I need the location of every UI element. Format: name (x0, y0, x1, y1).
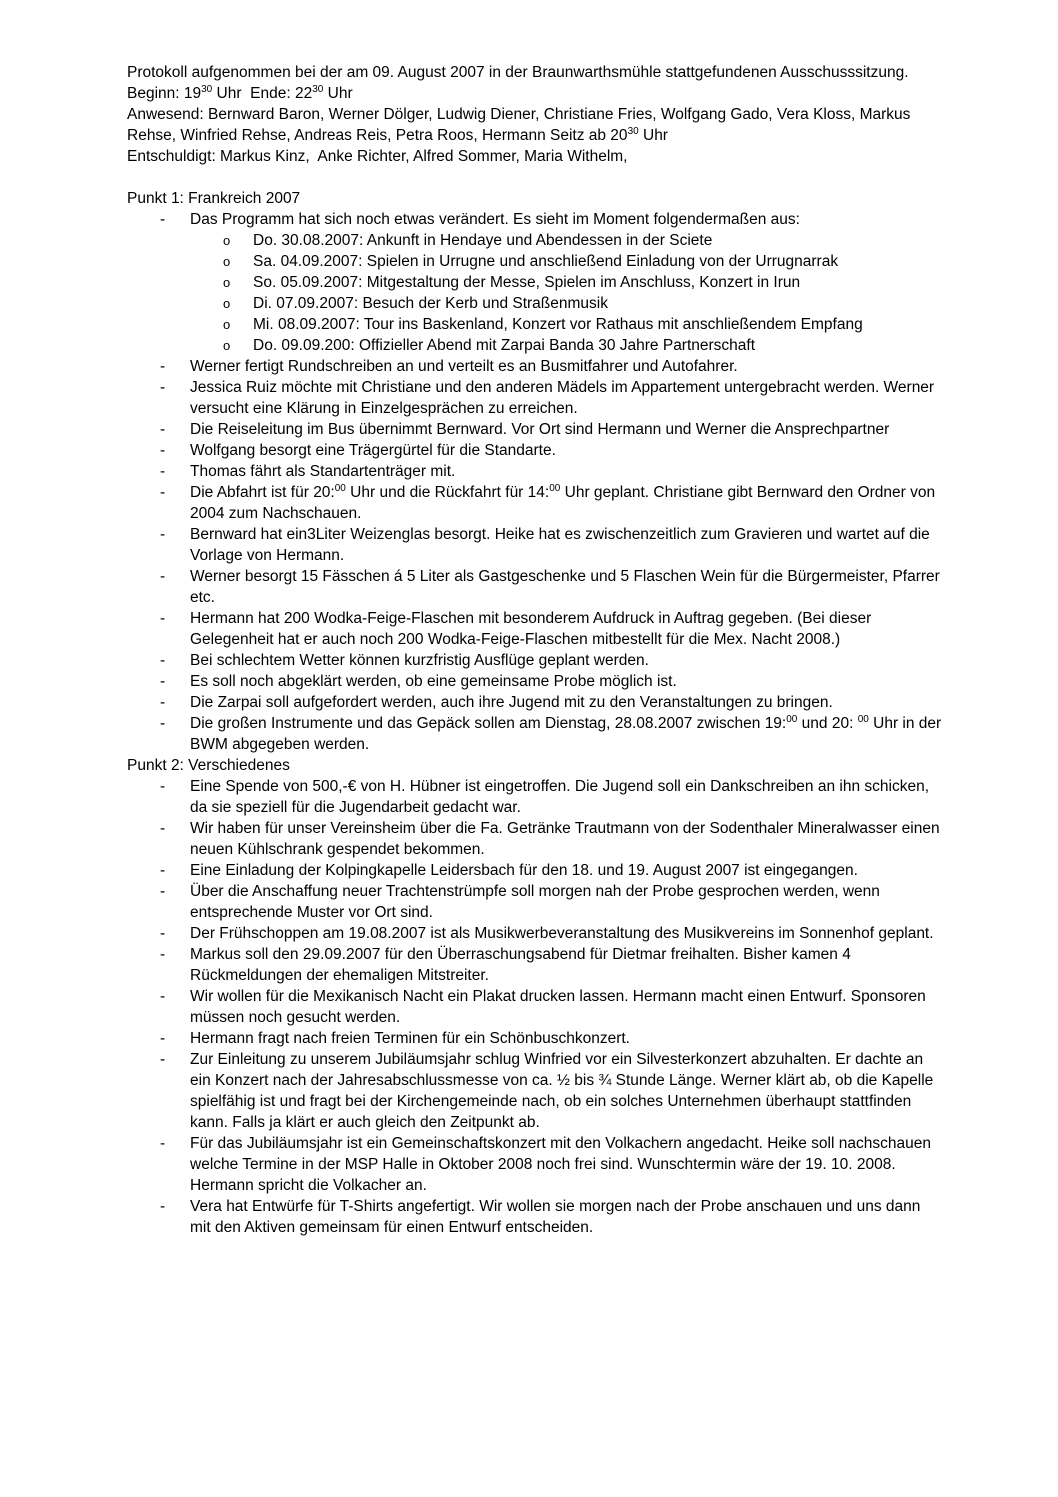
session-times: Beginn: $19^{30}$ Uhr Ende: $22^{30}$ Uhr (127, 83, 353, 102)
dash-bullet: - (160, 946, 166, 963)
dash-bullet: - (160, 1198, 166, 1215)
protocol-subitem: o Sa. 04.09.2007: Spielen in Urrugne und anschließend Einladung von der Urrugnarrak (223, 253, 839, 270)
protocol-item: - Die Zarpai soll aufgefordert werden, auch ihre Jugend mit zu den Veranstaltungen zu bringen. (160, 694, 833, 711)
protocol-item: - Werner besorgt 15 Fässchen á 5 Liter als Gastgeschenke und 5 Flaschen Wein für die Bürgermeister, Pfarrer etc. (160, 568, 940, 606)
protocol-item: - Hermann hat 200 Wodka-Feige-Flaschen mit besonderem Aufdruck in Auftrag gegeben. (Bei dieser Gelegenheit hat er auch noch 200 Wodka-Feige-Flaschen mitbestellt für die Mex. Nacht 2008.) (160, 610, 872, 648)
protocol-item: - Markus soll den 29.09.2007 für den Überraschungsabend für Dietmar freihalten. Bisher kamen 4 Rückmeldungen der ehemaligen Mitstreiter. (160, 946, 851, 984)
circle-bullet: o (223, 296, 231, 311)
dash-bullet: - (160, 358, 166, 375)
protocol-item: - Der Frühschoppen am 19.08.2007 ist als Musikwerbeveranstaltung des Musikvereins im Sonnenhof geplant. (160, 925, 934, 942)
dash-bullet: - (160, 673, 166, 690)
dash-bullet: - (160, 820, 166, 837)
protocol-item: - Bei schlechtem Wetter können kurzfristig Ausflüge geplant werden. (160, 652, 649, 669)
dash-bullet: - (160, 925, 166, 942)
protocol-item: - Eine Einladung der Kolpingkapelle Leidersbach für den 18. und 19. August 2007 ist eingegangen. (160, 862, 858, 879)
section-title-punkt2: Punkt 2: Verschiedenes (127, 757, 290, 774)
protocol-subitem: o Do. 09.09.200: Offizieller Abend mit Zarpai Banda 30 Jahre Partnerschaft (223, 337, 756, 354)
protocol-item: - Die großen Instrumente und das Gepäck sollen am Dienstag, 28.08.2007 zwischen 19:$^{00}$ und 20: $^{00}$ Uhr in der BWM abgegeben werden. (160, 713, 942, 753)
dash-bullet: - (160, 883, 166, 900)
protocol-item: - Thomas fährt als Standartenträger mit. (160, 463, 456, 480)
superscript-minutes: 00 (549, 482, 561, 494)
dash-bullet: - (160, 715, 166, 732)
superscript-minutes: 00 (786, 713, 798, 725)
dash-bullet: - (160, 421, 166, 438)
protocol-item: - Die Abfahrt ist für 20:$^{00}$ Uhr und die Rückfahrt für 14:$^{00}$ Uhr geplant. Christiane gibt Bernward den Ordner von 2004 zum Nachschauen. (160, 482, 936, 522)
dash-bullet: - (160, 694, 166, 711)
dash-bullet: - (160, 1051, 166, 1068)
protocol-item: - Das Programm hat sich noch etwas verändert. Es sieht im Moment folgendermaßen aus: (160, 211, 800, 228)
protocol-item: - Jessica Ruiz möchte mit Christiane und den anderen Mädels im Appartement untergebracht werden. Werner versucht eine Klärung in Einzelgesprächen zu erreichen. (160, 379, 935, 417)
circle-bullet: o (223, 338, 231, 353)
protocol-item: - Vera hat Entwürfe für T-Shirts angefertigt. Wir wollen sie morgen nach der Probe anschauen und uns dann mit den Aktiven gemeinsam für einen Entwurf entscheiden. (160, 1198, 921, 1236)
dash-bullet: - (160, 484, 166, 501)
dash-bullet: - (160, 442, 166, 459)
protocol-item: - Es soll noch abgeklärt werden, ob eine gemeinsame Probe möglich ist. (160, 673, 677, 690)
attendees-line: Anwesend: Bernward Baron, Werner Dölger, Ludwig Diener, Christiane Fries, Wolfgang Gado, Vera Kloss, Markus Rehse, Winfried Rehse, Andreas Reis, Petra Roos, Hermann Seitz ab $20^{30}$ Uhr (127, 106, 911, 144)
dash-bullet: - (160, 211, 166, 228)
circle-bullet: o (223, 317, 231, 332)
protocol-item: - Bernward hat ein3Liter Weizenglas besorgt. Heike hat es zwischenzeitlich zum Gravieren und wartet auf die Vorlage von Hermann. (160, 526, 930, 564)
superscript-minutes: 30 (627, 125, 639, 137)
section-title-punkt1: Punkt 1: Frankreich 2007 (127, 190, 301, 207)
attendees-text: Anwesend: Bernward Baron, Werner Dölger, Ludwig Diener, Christiane Fries, Wolfgang Gado, Vera Kloss, Markus Rehse, Winfried Rehse, Andreas Reis, Petra Roos, Hermann Seitz ab 20 (127, 106, 911, 144)
protocol-item: - Über die Anschaffung neuer Trachtenstrümpfe soll morgen nah der Probe gesprochen werden, wenn entsprechende Muster vor Ort sind. (160, 883, 880, 921)
circle-bullet: o (223, 233, 231, 248)
superscript-minutes: 00 (334, 482, 346, 494)
dash-bullet: - (160, 778, 166, 795)
protocol-item: - Wolfgang besorgt eine Trägergürtel für die Standarte. (160, 442, 556, 459)
protocol-item: - Wir haben für unser Vereinsheim über die Fa. Getränke Trautmann von der Sodenthaler Mineralwasser einen neuen Kühlschrank gespendet bekommen. (160, 820, 940, 858)
superscript-minutes: 30 (312, 83, 324, 95)
protocol-intro: Protokoll aufgenommen bei der am 09. August 2007 in der Braunwarthsmühle stattgefundenen Ausschusssitzung. (127, 64, 909, 81)
dash-bullet: - (160, 652, 166, 669)
protocol-subitem: o Di. 07.09.2007: Besuch der Kerb und Straßenmusik (223, 295, 608, 312)
dash-bullet: - (160, 379, 166, 396)
superscript-minutes: 30 (201, 83, 213, 95)
circle-bullet: o (223, 254, 231, 269)
protocol-item: - Zur Einleitung zu unserem Jubiläumsjahr schlug Winfried vor ein Silvesterkonzert abzuhalten. Er dachte an ein Konzert nach der Jahresabschlussmesse von ca. ½ bis ¾ Stunde Länge. Werner klärt ab, ob die Kapelle spielfähig ist und fragt bei der Kirchengemeinde nach, ob ein solches Unternehmen überhaupt stattfinden kann. Falls ja klärt er auch gleich den Zeitpunkt ab. (160, 1051, 934, 1131)
protocol-subitem: o Do. 30.08.2007: Ankunft in Hendaye und Abendessen in der Sciete (223, 232, 713, 249)
protocol-item: - Wir wollen für die Mexikanisch Nacht ein Plakat drucken lassen. Hermann macht einen Entwurf. Sponsoren müssen noch gesucht werden. (160, 988, 926, 1026)
excused-line: Entschuldigt: Markus Kinz, Anke Richter, Alfred Sommer, Maria Withelm, (127, 148, 628, 165)
dash-bullet: - (160, 988, 166, 1005)
dash-bullet: - (160, 568, 166, 585)
circle-bullet: o (223, 275, 231, 290)
dash-bullet: - (160, 1030, 166, 1047)
protocol-item: - Hermann fragt nach freien Terminen für ein Schönbuschkonzert. (160, 1030, 630, 1047)
superscript-minutes: 00 (857, 713, 869, 725)
protocol-item: - Eine Spende von 500,-€ von H. Hübner ist eingetroffen. Die Jugend soll ein Dankschreiben an ihn schicken, da sie speziell für die Jugendarbeit gedacht war. (160, 778, 930, 816)
dash-bullet: - (160, 610, 166, 627)
dash-bullet: - (160, 862, 166, 879)
protocol-item: - Für das Jubiläumsjahr ist ein Gemeinschaftskonzert mit den Volkachern angedacht. Heike soll nachschauen welche Termine in der MSP Halle in Oktober 2008 noch frei sind. Wunschtermin wäre der 19. 10. 2008. Hermann spricht die Volkacher an. (160, 1135, 931, 1194)
dash-bullet: - (160, 463, 166, 480)
protocol-subitem: o So. 05.09.2007: Mitgestaltung der Messe, Spielen im Anschluss, Konzert in Irun (223, 274, 801, 291)
spacer (127, 167, 945, 188)
protocol-item: - Die Reiseleitung im Bus übernimmt Bernward. Vor Ort sind Hermann und Werner die Ansprechpartner (160, 421, 890, 438)
dash-bullet: - (160, 526, 166, 543)
session-times-text: Beginn: 19 (127, 85, 202, 102)
protocol-item: - Werner fertigt Rundschreiben an und verteilt es an Busmitfahrer und Autofahrer. (160, 358, 738, 375)
protocol-subitem: o Mi. 08.09.2007: Tour ins Baskenland, Konzert vor Rathaus mit anschließendem Empfang (223, 316, 863, 333)
dash-bullet: - (160, 1135, 166, 1152)
